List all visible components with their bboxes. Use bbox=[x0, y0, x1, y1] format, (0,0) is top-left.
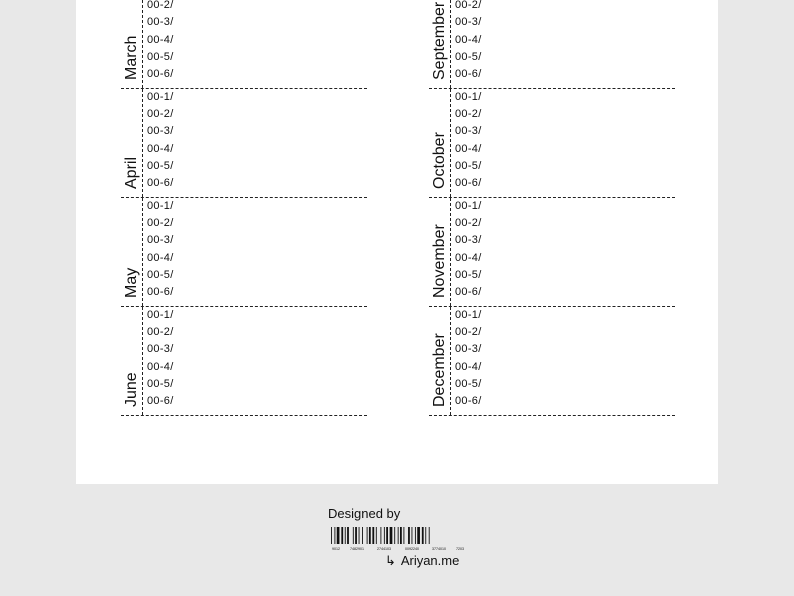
month-cell bbox=[121, 0, 143, 88]
day-row: 00-5/ bbox=[455, 159, 482, 172]
day-row: 00-5/ bbox=[147, 268, 174, 281]
month-label: April bbox=[123, 156, 140, 189]
month-cell bbox=[429, 0, 451, 88]
month-label: December bbox=[431, 333, 448, 407]
day-row: 00-2/ bbox=[147, 0, 174, 12]
day-row: 00-2/ bbox=[147, 108, 174, 121]
month-block bbox=[121, 307, 367, 416]
day-row: 00-1/ bbox=[455, 91, 482, 103]
day-row: 00-6/ bbox=[147, 67, 174, 80]
day-list bbox=[455, 0, 482, 83]
month-block bbox=[429, 307, 675, 416]
month-label: March bbox=[123, 35, 140, 80]
day-row: 00-3/ bbox=[147, 125, 174, 138]
day-row: 00-6/ bbox=[147, 176, 174, 189]
day-row: 00-5/ bbox=[147, 377, 174, 390]
left-column bbox=[121, 0, 367, 416]
day-row: 00-3/ bbox=[455, 125, 482, 138]
day-row: 00-2/ bbox=[455, 217, 482, 230]
month-cell bbox=[429, 198, 451, 306]
day-list bbox=[147, 198, 174, 301]
month-cell bbox=[429, 89, 451, 197]
right-column bbox=[429, 0, 675, 416]
day-row: 00-4/ bbox=[455, 251, 482, 264]
day-row: 00-4/ bbox=[147, 142, 174, 155]
day-list bbox=[455, 307, 482, 410]
day-row: 00-4/ bbox=[147, 251, 174, 264]
month-label: October bbox=[431, 132, 448, 189]
return-arrow-icon: ↳ bbox=[385, 553, 396, 568]
day-row: 00-3/ bbox=[455, 16, 482, 29]
month-label: November bbox=[431, 224, 448, 298]
day-row: 00-6/ bbox=[147, 394, 174, 407]
barcode-digits: 2744103 bbox=[377, 547, 391, 551]
month-block bbox=[429, 198, 675, 307]
month-label: May bbox=[123, 267, 140, 298]
month-block bbox=[121, 89, 367, 198]
day-row: 00-6/ bbox=[455, 394, 482, 407]
day-row: 00-1/ bbox=[455, 200, 482, 212]
month-cell bbox=[429, 307, 451, 415]
day-row: 00-3/ bbox=[455, 343, 482, 356]
site-link[interactable] bbox=[385, 553, 459, 569]
planner-sheet bbox=[76, 0, 718, 484]
day-row: 00-5/ bbox=[147, 50, 174, 63]
barcode-digits: 9012 bbox=[332, 547, 340, 551]
month-cell bbox=[121, 307, 143, 415]
barcode-image bbox=[330, 527, 466, 551]
barcode-digits: 7203 bbox=[456, 547, 464, 551]
barcode-digits: 3774010 bbox=[432, 547, 446, 551]
day-row: 00-5/ bbox=[455, 377, 482, 390]
day-row: 00-1/ bbox=[147, 309, 174, 321]
day-row: 00-5/ bbox=[455, 50, 482, 63]
barcode-digits: 7482901 bbox=[350, 547, 364, 551]
day-row: 00-2/ bbox=[455, 326, 482, 339]
day-row: 00-3/ bbox=[147, 343, 174, 356]
day-row: 00-2/ bbox=[147, 217, 174, 230]
barcode-digits: 0092240 bbox=[405, 547, 419, 551]
month-block bbox=[429, 89, 675, 198]
day-list bbox=[147, 0, 174, 83]
day-row: 00-3/ bbox=[147, 16, 174, 29]
day-row: 00-5/ bbox=[147, 159, 174, 172]
designed-by-label: Designed by bbox=[328, 506, 401, 521]
day-row: 00-4/ bbox=[455, 360, 482, 373]
month-block bbox=[121, 198, 367, 307]
month-block bbox=[429, 0, 675, 89]
day-row: 00-6/ bbox=[455, 67, 482, 80]
day-list bbox=[455, 89, 482, 192]
day-list bbox=[455, 198, 482, 301]
month-cell bbox=[121, 89, 143, 197]
month-label: June bbox=[123, 372, 140, 407]
day-list bbox=[147, 89, 174, 192]
day-row: 00-1/ bbox=[147, 200, 174, 212]
day-row: 00-1/ bbox=[147, 91, 174, 103]
month-block bbox=[121, 0, 367, 89]
day-row: 00-4/ bbox=[147, 33, 174, 46]
day-row: 00-5/ bbox=[455, 268, 482, 281]
day-row: 00-6/ bbox=[455, 285, 482, 298]
month-label: September bbox=[431, 1, 448, 80]
day-row: 00-4/ bbox=[147, 360, 174, 373]
day-row: 00-4/ bbox=[455, 33, 482, 46]
day-row: 00-4/ bbox=[455, 142, 482, 155]
day-row: 00-3/ bbox=[455, 234, 482, 247]
site-text: Ariyan.me bbox=[400, 553, 460, 568]
day-row: 00-6/ bbox=[455, 176, 482, 189]
day-row: 00-2/ bbox=[147, 326, 174, 339]
day-row: 00-2/ bbox=[455, 108, 482, 121]
day-list bbox=[147, 307, 174, 410]
day-row: 00-1/ bbox=[455, 309, 482, 321]
day-row: 00-6/ bbox=[147, 285, 174, 298]
day-row: 00-3/ bbox=[147, 234, 174, 247]
month-cell bbox=[121, 198, 143, 306]
day-row: 00-2/ bbox=[455, 0, 482, 12]
footer bbox=[328, 505, 488, 568]
